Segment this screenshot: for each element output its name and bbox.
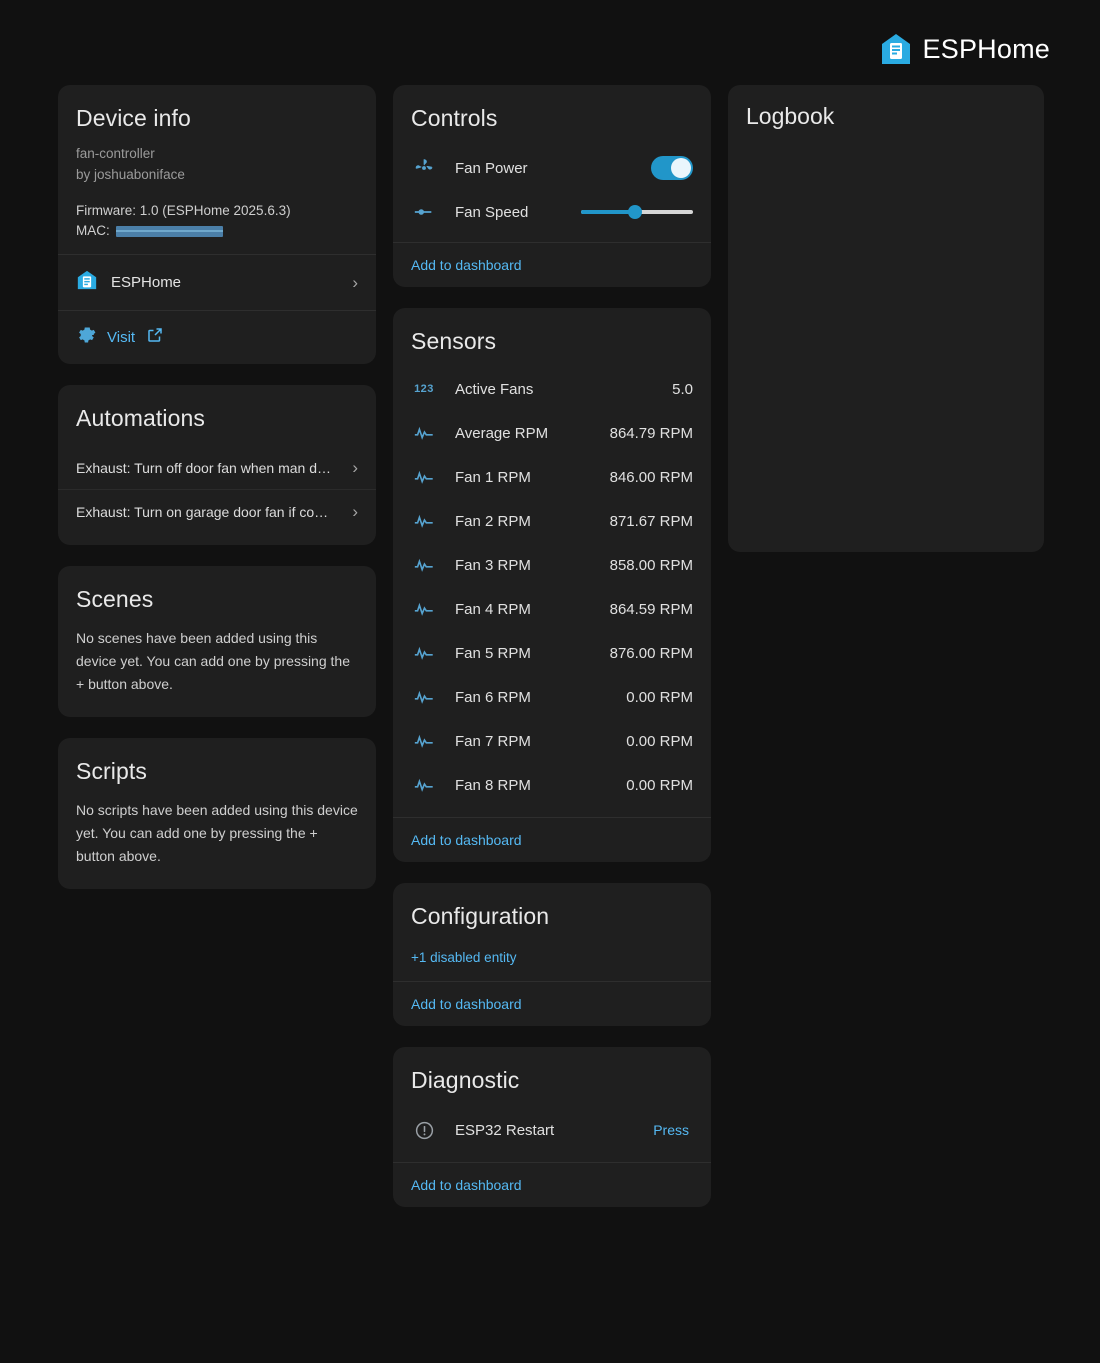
chevron-right-icon: › bbox=[352, 458, 358, 478]
sensor-name: Fan 6 RPM bbox=[455, 688, 531, 706]
middle-column bbox=[393, 85, 711, 1207]
external-link-icon bbox=[146, 326, 164, 349]
right-column bbox=[728, 85, 1044, 552]
controls-card bbox=[393, 85, 711, 287]
sensor-row bbox=[393, 675, 711, 719]
scenes-title: Scenes bbox=[76, 586, 154, 613]
sensor-row bbox=[393, 499, 711, 543]
device-name: fan-controller bbox=[76, 146, 155, 161]
integration-row-esphome[interactable] bbox=[58, 254, 376, 310]
gear-icon bbox=[76, 325, 96, 350]
waveform-icon bbox=[411, 730, 437, 752]
automation-label: Exhaust: Turn off door fan when man d… bbox=[76, 459, 332, 476]
fan-power-toggle[interactable] bbox=[651, 156, 693, 180]
automations-card bbox=[58, 385, 376, 545]
device-author: by joshuaboniface bbox=[76, 166, 185, 182]
speed-icon bbox=[411, 201, 437, 223]
device-info-card bbox=[58, 85, 376, 364]
fan-power-label: Fan Power bbox=[455, 159, 528, 177]
sensor-name: Fan 8 RPM bbox=[455, 776, 531, 794]
brand-header bbox=[881, 33, 1050, 65]
automation-item-1[interactable] bbox=[58, 446, 376, 489]
sensor-name: Fan 5 RPM bbox=[455, 644, 531, 662]
waveform-icon bbox=[411, 598, 437, 620]
esp32-restart-label: ESP32 Restart bbox=[455, 1121, 555, 1139]
entity-row-fan-speed bbox=[393, 190, 711, 234]
diagnostic-card bbox=[393, 1047, 711, 1207]
sensor-row bbox=[393, 719, 711, 763]
sensor-row bbox=[393, 411, 711, 455]
sensor-value: 846.00 RPM bbox=[609, 468, 693, 486]
slider-thumb[interactable] bbox=[628, 205, 642, 219]
toggle-knob bbox=[671, 158, 691, 178]
configuration-disabled-entity[interactable]: +1 disabled entity bbox=[411, 950, 517, 965]
numeric-icon: 123 bbox=[414, 383, 434, 395]
sensor-value: 864.59 RPM bbox=[609, 600, 693, 618]
logbook-title: Logbook bbox=[746, 103, 835, 129]
slider-fill bbox=[581, 210, 635, 214]
device-firmware: Firmware: 1.0 (ESPHome 2025.6.3) bbox=[76, 202, 291, 218]
sensor-value: 0.00 RPM bbox=[626, 776, 693, 794]
controls-title: Controls bbox=[411, 105, 498, 131]
sensor-name: Fan 3 RPM bbox=[455, 556, 531, 574]
waveform-icon bbox=[411, 554, 437, 576]
scenes-card bbox=[58, 566, 376, 717]
entity-row-fan-power bbox=[393, 146, 711, 190]
waveform-icon bbox=[411, 686, 437, 708]
controls-add-to-dashboard[interactable]: Add to dashboard bbox=[393, 242, 711, 287]
fan-speed-slider[interactable] bbox=[581, 201, 693, 223]
diagnostic-title: Diagnostic bbox=[411, 1067, 520, 1093]
waveform-icon bbox=[411, 422, 437, 444]
configuration-add-to-dashboard[interactable]: Add to dashboard bbox=[393, 981, 711, 1026]
diagnostic-add-to-dashboard[interactable]: Add to dashboard bbox=[393, 1162, 711, 1207]
scripts-title: Scripts bbox=[76, 758, 147, 785]
sensor-row bbox=[393, 543, 711, 587]
automation-item-2[interactable] bbox=[58, 489, 376, 533]
device-info-title: Device info bbox=[76, 105, 191, 131]
sensor-value: 0.00 RPM bbox=[626, 688, 693, 706]
sensors-title: Sensors bbox=[411, 328, 497, 354]
waveform-icon bbox=[411, 774, 437, 796]
device-mac-row bbox=[76, 223, 358, 238]
logbook-card bbox=[728, 85, 1044, 552]
sensor-value: 5.0 bbox=[672, 380, 693, 398]
sensor-value: 0.00 RPM bbox=[626, 732, 693, 750]
sensor-name: Fan 4 RPM bbox=[455, 600, 531, 618]
sensor-row bbox=[393, 587, 711, 631]
sensor-name: Average RPM bbox=[455, 424, 549, 442]
chevron-right-icon: › bbox=[352, 502, 358, 522]
waveform-icon bbox=[411, 466, 437, 488]
sensor-value: 876.00 RPM bbox=[609, 644, 693, 662]
brand-name: ESPHome bbox=[922, 33, 1050, 64]
configuration-card bbox=[393, 883, 711, 1026]
scenes-empty-text: No scenes have been added using this device yet. You can add one by pressing the + button above. bbox=[76, 630, 350, 692]
sensor-value: 864.79 RPM bbox=[609, 424, 693, 442]
configuration-title: Configuration bbox=[411, 903, 550, 929]
entity-row-esp32-restart bbox=[393, 1108, 711, 1152]
scripts-card bbox=[58, 738, 376, 889]
visit-label: Visit bbox=[107, 329, 136, 347]
sensor-row bbox=[393, 763, 711, 807]
sensor-value: 858.00 RPM bbox=[609, 556, 693, 574]
fan-speed-label: Fan Speed bbox=[455, 203, 529, 221]
sensor-name: Fan 1 RPM bbox=[455, 468, 531, 486]
sensor-row bbox=[393, 367, 711, 411]
esphome-logo-icon bbox=[881, 33, 911, 65]
automation-label: Exhaust: Turn on garage door fan if co… bbox=[76, 503, 329, 520]
integration-label: ESPHome bbox=[111, 274, 182, 292]
waveform-icon bbox=[411, 642, 437, 664]
chevron-right-icon: › bbox=[352, 273, 358, 293]
left-column bbox=[58, 85, 376, 889]
sensor-value: 871.67 RPM bbox=[609, 512, 693, 530]
visit-row[interactable] bbox=[58, 310, 376, 364]
automations-title: Automations bbox=[76, 405, 205, 432]
fan-icon bbox=[411, 157, 437, 179]
device-mac-redacted bbox=[116, 226, 223, 237]
waveform-icon bbox=[411, 510, 437, 532]
sensor-row bbox=[393, 455, 711, 499]
sensor-row bbox=[393, 631, 711, 675]
sensors-card bbox=[393, 308, 711, 862]
sensor-name: Fan 2 RPM bbox=[455, 512, 531, 530]
sensors-add-to-dashboard[interactable]: Add to dashboard bbox=[393, 817, 711, 862]
esp32-restart-press-button[interactable]: Press bbox=[653, 1122, 689, 1138]
card-columns bbox=[58, 85, 1048, 1207]
scripts-empty-text: No scripts have been added using this device yet. You can add one by pressing the + button above. bbox=[76, 802, 358, 864]
device-mac-label: MAC: bbox=[76, 223, 110, 239]
esphome-integration-icon bbox=[76, 269, 98, 296]
alert-circle-icon bbox=[411, 1120, 437, 1141]
sensor-name: Fan 7 RPM bbox=[455, 732, 531, 750]
sensor-name: Active Fans bbox=[455, 380, 534, 398]
